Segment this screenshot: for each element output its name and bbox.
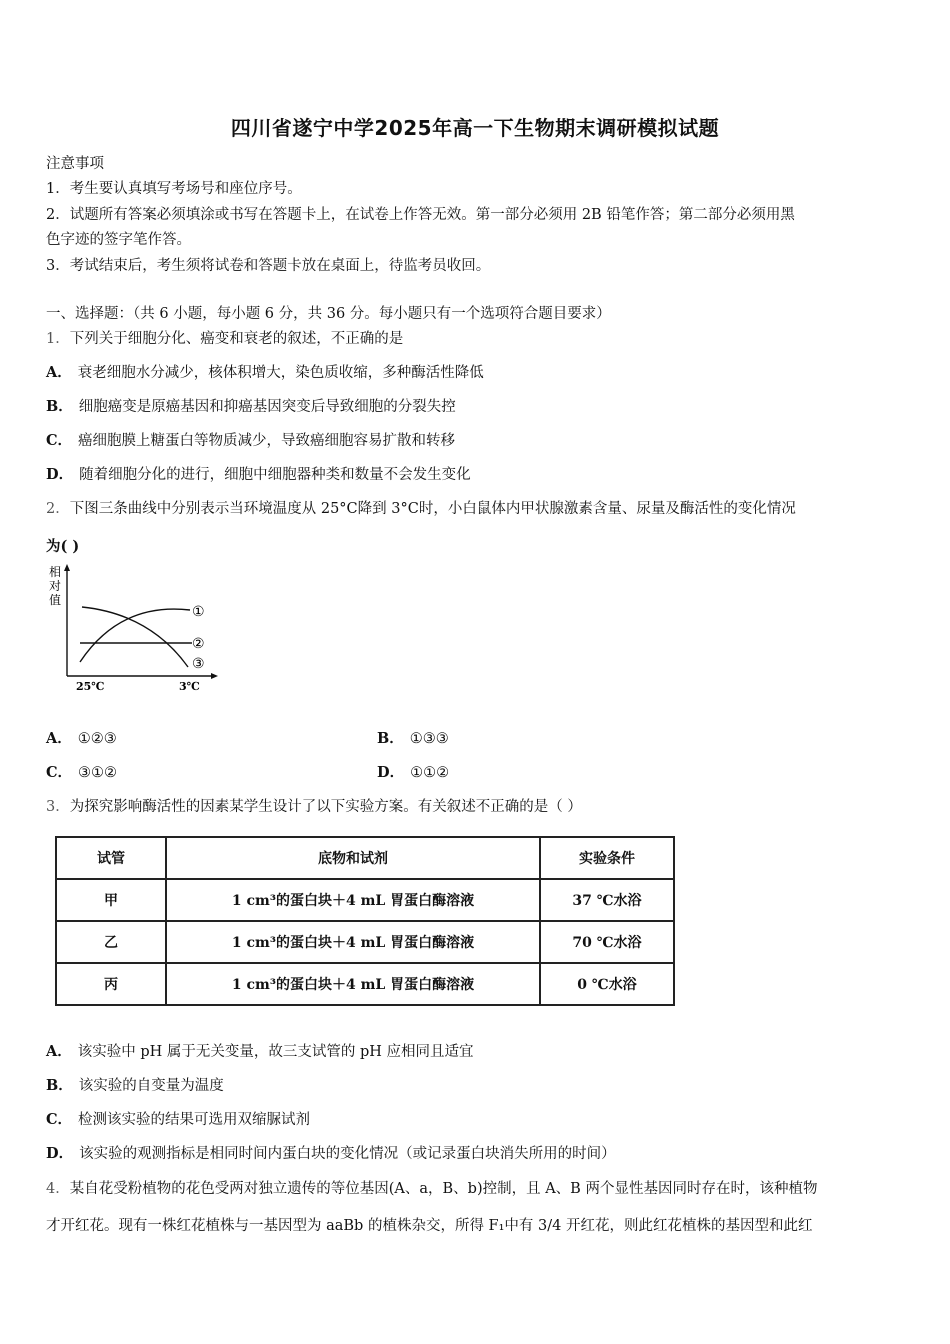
x-axis-start-label: 25℃ xyxy=(76,680,105,693)
notice-item: 1．考生要认真填写考场号和座位序号。 xyxy=(46,181,302,197)
experiment-table xyxy=(55,836,675,1006)
q1-option-a[interactable]: A． 衰老细胞水分减少，核体积增大，染色质收缩，多种酶活性降低 xyxy=(46,364,484,381)
temperature-curve-graph xyxy=(40,562,230,697)
table-cell: 乙 xyxy=(56,921,166,963)
question-stem: 下图三条曲线中分别表示当环境温度从 25°C降到 3°C时，小白鼠体内甲状腺激素含量、尿量及酶活性的变化情况 xyxy=(69,501,796,517)
table-cell: 丙 xyxy=(56,963,166,1005)
table-cell: 0 ℃水浴 xyxy=(540,963,674,1005)
table-cell: 1 cm³的蛋白块＋4 mL 胃蛋白酶溶液 xyxy=(166,963,540,1005)
question-number: 1． xyxy=(46,331,70,347)
table-header: 试管 xyxy=(56,837,166,879)
table-header-row xyxy=(56,837,674,879)
notice-item: 3．考试结束后，考生须将试卷和答题卡放在桌面上，待监考员收回。 xyxy=(46,258,491,274)
y-axis-arrow xyxy=(64,564,70,571)
section-heading: 一、选择题：（共 6 小题，每小题 6 分，共 36 分。每小题只有一个选项符合题目要求） xyxy=(46,306,611,322)
q1-option-b[interactable]: B． 细胞癌变是原癌基因和抑癌基因突变后导致细胞的分裂失控 xyxy=(46,398,456,415)
q3-option-a[interactable]: A． 该实验中 pH 属于无关变量，故三支试管的 pH 应相同且适宜 xyxy=(46,1043,474,1060)
notice-item: 色字迹的签字笔作答。 xyxy=(46,232,191,248)
question-number: 4． xyxy=(46,1181,70,1197)
question-number: 2． xyxy=(46,501,70,517)
table-row xyxy=(56,963,674,1005)
table-row xyxy=(56,879,674,921)
curve-label: ③ xyxy=(192,656,205,672)
table-cell: 甲 xyxy=(56,879,166,921)
page-title: 四川省遂宁中学2025年高一下生物期末调研模拟试题 xyxy=(230,116,720,140)
q1-option-d[interactable]: D． 随着细胞分化的进行，细胞中细胞器种类和数量不会发生变化 xyxy=(46,466,471,483)
question-stem-continued: 才开红花。现有一株红花植株与一基因型为 aaBb 的植株杂交，所得 F₁中有 3/4 开红花，则此红花植株的基因型和此红 xyxy=(46,1218,813,1234)
question-3 xyxy=(46,795,582,816)
question-4 xyxy=(46,1177,817,1198)
notice-heading: 注意事项 xyxy=(46,156,104,172)
q3-option-c[interactable]: C． 检测该实验的结果可选用双缩脲试剂 xyxy=(46,1111,311,1128)
table-cell: 1 cm³的蛋白块＋4 mL 胃蛋白酶溶液 xyxy=(166,921,540,963)
q3-option-d[interactable]: D． 该实验的观测指标是相同时间内蛋白块的变化情况（或记录蛋白块消失所用的时间） xyxy=(46,1145,616,1162)
table-cell: 37 ℃水浴 xyxy=(540,879,674,921)
question-stem: 下列关于细胞分化、癌变和衰老的叙述，不正确的是 xyxy=(69,331,404,347)
question-stem-continued: 为( ) xyxy=(46,538,80,555)
x-axis-end-label: 3℃ xyxy=(179,680,200,693)
q1-option-c[interactable]: C． 癌细胞膜上糖蛋白等物质减少，导致癌细胞容易扩散和转移 xyxy=(46,432,456,449)
q2-option-a[interactable]: A． ①②③ xyxy=(46,730,117,747)
notice-item: 2．试题所有答案必须填涂或书写在答题卡上，在试卷上作答无效。第一部分必须用 2B 铅笔作答；第二部分必须用黑 xyxy=(46,207,795,223)
y-axis-label-char: 值 xyxy=(49,593,62,607)
curve-label: ① xyxy=(192,604,205,620)
q3-option-b[interactable]: B． 该实验的自变量为温度 xyxy=(46,1077,224,1094)
question-2 xyxy=(46,497,796,518)
question-number: 3． xyxy=(46,799,70,815)
y-axis-label-char: 对 xyxy=(49,579,62,593)
q2-option-b[interactable]: B． ①③③ xyxy=(377,730,449,747)
table-row xyxy=(56,921,674,963)
question-stem: 为探究影响酶活性的因素某学生设计了以下实验方案。有关叙述不正确的是（ ） xyxy=(69,799,582,815)
curve-1 xyxy=(80,609,190,662)
table-header: 实验条件 xyxy=(540,837,674,879)
table-header: 底物和试剂 xyxy=(166,837,540,879)
q2-option-c[interactable]: C． ③①② xyxy=(46,764,118,781)
q2-option-d[interactable]: D． ①①② xyxy=(377,764,450,781)
table-cell: 1 cm³的蛋白块＋4 mL 胃蛋白酶溶液 xyxy=(166,879,540,921)
question-1 xyxy=(46,327,403,348)
table-cell: 70 ℃水浴 xyxy=(540,921,674,963)
y-axis-label-char: 相 xyxy=(49,565,62,579)
question-stem: 某自花受粉植物的花色受两对独立遗传的等位基因(A、a，B、b)控制，且 A、B 两个显性基因同时存在时，该种植物 xyxy=(69,1181,818,1197)
x-axis-arrow xyxy=(211,673,218,679)
curve-label: ② xyxy=(192,636,205,652)
